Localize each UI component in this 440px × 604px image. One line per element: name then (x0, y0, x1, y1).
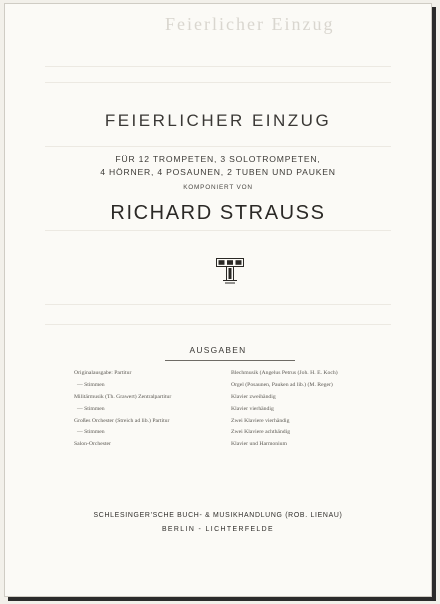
edition-item: Militärmusik (Th. Grawert) Zentralpartitur (74, 393, 172, 400)
title-page (4, 3, 432, 597)
composer-name: RICHARD STRAUSS (110, 202, 326, 224)
edition-item: Klavier zweihändig (231, 393, 276, 400)
publisher-city: BERLIN - LICHTERFELDE (161, 526, 275, 533)
instrumentation-line-2: 4 HÖRNER, 4 POSAUNEN, 2 TUBEN UND PAUKEN (100, 167, 336, 177)
edition-item: Klavier vierhändig (231, 405, 274, 412)
edition-item: — Stimmen (77, 381, 105, 388)
showthrough-staff-line (45, 66, 391, 67)
editions-left-column (74, 368, 171, 451)
showthrough-staff-line (45, 324, 391, 325)
showthrough-staff-line (45, 146, 391, 147)
edition-item: Großes Orchester (Streich ad lib.) Partitur (74, 417, 170, 424)
edition-item: Orgel (Posaunen, Pauken ad lib.) (M. Reger) (231, 381, 333, 388)
showthrough-staff-line (45, 304, 391, 305)
showthrough-staff-line (45, 230, 391, 231)
publisher-name: SCHLESINGER'SCHE BUCH- & MUSIKHANDLUNG (ROB. LIENAU) (93, 512, 343, 519)
edition-item: Zwei Klaviere achthändig (231, 429, 291, 436)
showthrough-title: Feierlicher Einzug (165, 14, 335, 34)
editions-right-column (231, 368, 338, 451)
work-title: FEIERLICHER EINZUG (104, 111, 332, 130)
showthrough-staff-line (45, 82, 391, 83)
composed-by-label: KOMPONIERT VON (183, 184, 253, 191)
edition-item: — Stimmen (77, 429, 105, 436)
editions-divider (165, 360, 295, 361)
editions-heading: AUSGABEN (189, 345, 247, 355)
edition-item: — Stimmen (77, 405, 105, 412)
instrumentation-line-1: FÜR 12 TROMPETEN, 3 SOLOTROMPETEN, (115, 154, 321, 164)
edition-item: Blechmusik (Angelus Petrus (Joh. H. E. Koch) (231, 370, 338, 376)
edition-item: Klavier und Harmonium (231, 441, 287, 448)
publisher-monogram-icon (216, 258, 244, 284)
edition-item: Originalausgabe: Partitur (74, 370, 132, 376)
edition-item: Zwei Klaviere vierhändig (231, 417, 290, 424)
edition-item: Salon-Orchester (74, 441, 111, 448)
